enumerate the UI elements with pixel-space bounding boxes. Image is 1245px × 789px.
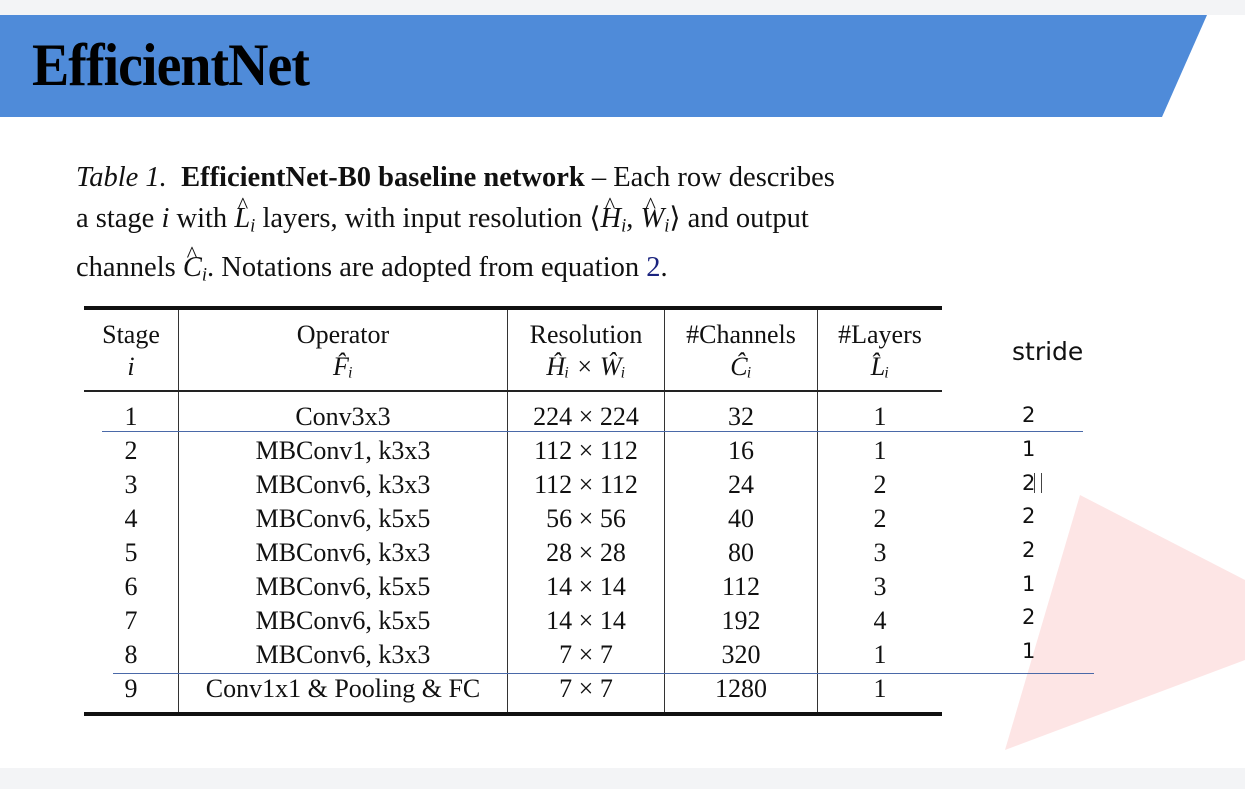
cell-resolution: 14 × 14 bbox=[508, 570, 665, 604]
cell-channels: 24 bbox=[665, 468, 818, 502]
math-symbol: L bbox=[234, 203, 251, 234]
header-stage-symbol: i bbox=[84, 350, 179, 391]
caption-line1-rest: Each row describes bbox=[613, 162, 835, 193]
header-resolution-symbol: Ĥᵢ × Ŵᵢ bbox=[508, 350, 665, 391]
cell-channels: 320 bbox=[665, 638, 818, 672]
header-layers: #Layers bbox=[818, 308, 943, 350]
cell-channels: 32 bbox=[665, 391, 818, 434]
caption-text: channels bbox=[76, 251, 183, 283]
cell-stage: 4 bbox=[84, 502, 179, 536]
cell-layers: 1 bbox=[873, 436, 887, 465]
cell-channels: 1280 bbox=[665, 672, 818, 714]
math-C-hat bbox=[183, 247, 202, 288]
cell-operator: MBConv6, k3x3 bbox=[179, 536, 508, 570]
cell-operator: MBConv1, k3x3 bbox=[179, 434, 508, 468]
table-row bbox=[84, 604, 942, 638]
cell-channels: 16 bbox=[665, 434, 818, 468]
header-row-bottom bbox=[84, 350, 942, 391]
table-row bbox=[84, 468, 942, 502]
cell-layers: 2 bbox=[873, 504, 887, 533]
cell-stage: 9 bbox=[84, 672, 179, 714]
stride-value: 2 bbox=[1022, 471, 1036, 495]
efficientnet-b0-table bbox=[84, 306, 942, 716]
cell-operator: Conv3x3 bbox=[179, 391, 508, 434]
caption-line-2 bbox=[76, 198, 956, 247]
cell-channels: 192 bbox=[665, 604, 818, 638]
table-row bbox=[84, 638, 942, 672]
math-subscript: i bbox=[201, 264, 208, 286]
cell-stage: 5 bbox=[84, 536, 179, 570]
math-i: i bbox=[161, 203, 170, 234]
stride-value: 2 bbox=[1022, 504, 1036, 528]
header-channels-symbol: Ĉᵢ bbox=[665, 350, 818, 391]
cell-resolution: 224 × 224 bbox=[508, 391, 665, 434]
cell-resolution: 112 × 112 bbox=[508, 468, 665, 502]
cell-layers: 4 bbox=[873, 606, 887, 635]
cell-operator: MBConv6, k5x5 bbox=[179, 570, 508, 604]
annotation-line-top bbox=[102, 431, 1083, 432]
table-row bbox=[84, 434, 942, 468]
table-row bbox=[84, 502, 942, 536]
cell-operator: MBConv6, k5x5 bbox=[179, 604, 508, 638]
cell-resolution: 7 × 7 bbox=[508, 638, 665, 672]
cell-layers: 1 bbox=[873, 402, 887, 431]
annotation-line-bottom bbox=[113, 673, 1094, 674]
caption-line-3 bbox=[76, 247, 956, 296]
cell-operator: MBConv6, k3x3 bbox=[179, 468, 508, 502]
caption-label: Table 1. bbox=[76, 162, 167, 193]
cell-resolution: 14 × 14 bbox=[508, 604, 665, 638]
cell-resolution: 7 × 7 bbox=[508, 672, 665, 714]
caption-text: layers, with input resolution ⟨ bbox=[255, 203, 601, 234]
cell-stage: 7 bbox=[84, 604, 179, 638]
table-caption bbox=[76, 157, 956, 295]
caption-text: . Notations are adopted from equation bbox=[207, 251, 647, 283]
cell-channels: 40 bbox=[665, 502, 818, 536]
math-L-hat bbox=[234, 198, 250, 239]
cell-layers: 3 bbox=[873, 572, 887, 601]
math-W-hat bbox=[641, 198, 665, 239]
cell-layers: 1 bbox=[873, 640, 887, 669]
cell-operator: MBConv6, k3x3 bbox=[179, 638, 508, 672]
math-subscript: i bbox=[664, 215, 670, 237]
caption-text: . bbox=[660, 251, 668, 283]
cell-layers: 3 bbox=[873, 538, 887, 567]
math-symbol: H bbox=[600, 203, 622, 234]
stride-value: 1 bbox=[1022, 572, 1036, 596]
math-subscript: i bbox=[250, 215, 256, 237]
cell-stage: 2 bbox=[84, 434, 179, 468]
slide-title: EfficientNet bbox=[32, 32, 310, 98]
table-row bbox=[84, 570, 942, 604]
caption-text: , bbox=[626, 203, 641, 234]
table-row bbox=[84, 672, 942, 714]
stride-value: 1 bbox=[1022, 437, 1036, 461]
equation-reference-link[interactable]: 2 bbox=[646, 251, 661, 283]
math-symbol: C bbox=[182, 251, 202, 283]
stride-value: 1 bbox=[1022, 639, 1036, 663]
cell-stage: 3 bbox=[84, 468, 179, 502]
header-channels: #Channels bbox=[665, 308, 818, 350]
cell-stage: 6 bbox=[84, 570, 179, 604]
cell-resolution: 56 × 56 bbox=[508, 502, 665, 536]
header-operator-symbol: F̂ᵢ bbox=[179, 350, 508, 391]
math-H-hat bbox=[601, 198, 622, 239]
cell-operator: MBConv6, k5x5 bbox=[179, 502, 508, 536]
stride-value: 2 bbox=[1022, 605, 1036, 629]
caption-text: ⟩ and output bbox=[669, 203, 809, 234]
cell-resolution: 112 × 112 bbox=[508, 434, 665, 468]
cell-stage: 1 bbox=[84, 391, 179, 434]
math-subscript: i bbox=[621, 215, 627, 237]
cell-operator: Conv1x1 & Pooling & FC bbox=[179, 672, 508, 714]
cell-stage: 8 bbox=[84, 638, 179, 672]
caption-bold-title: EfficientNet-B0 baseline network bbox=[181, 162, 585, 193]
caption-text: a stage bbox=[76, 203, 162, 234]
table-row bbox=[84, 391, 942, 434]
cell-resolution: 28 × 28 bbox=[508, 536, 665, 570]
cell-channels: 80 bbox=[665, 536, 818, 570]
table-row bbox=[84, 536, 942, 570]
header-operator: Operator bbox=[179, 308, 508, 350]
stride-value: 2 bbox=[1022, 538, 1036, 562]
header-stage: Stage bbox=[84, 308, 179, 350]
cell-layers: 2 bbox=[873, 470, 887, 499]
caption-line-1 bbox=[76, 157, 956, 198]
header-resolution: Resolution bbox=[508, 308, 665, 350]
header-row-top bbox=[84, 308, 942, 350]
math-symbol: W bbox=[640, 203, 665, 234]
header-layers-symbol: L̂ᵢ bbox=[818, 350, 943, 391]
cell-layers: 1 bbox=[818, 672, 943, 714]
caption-text: with bbox=[169, 203, 235, 234]
text-cursor-icon bbox=[1034, 473, 1042, 493]
stride-header: stride bbox=[1012, 337, 1084, 366]
cell-channels: 112 bbox=[665, 570, 818, 604]
stride-value: 2 bbox=[1022, 403, 1036, 427]
caption-dash: – bbox=[584, 162, 614, 193]
